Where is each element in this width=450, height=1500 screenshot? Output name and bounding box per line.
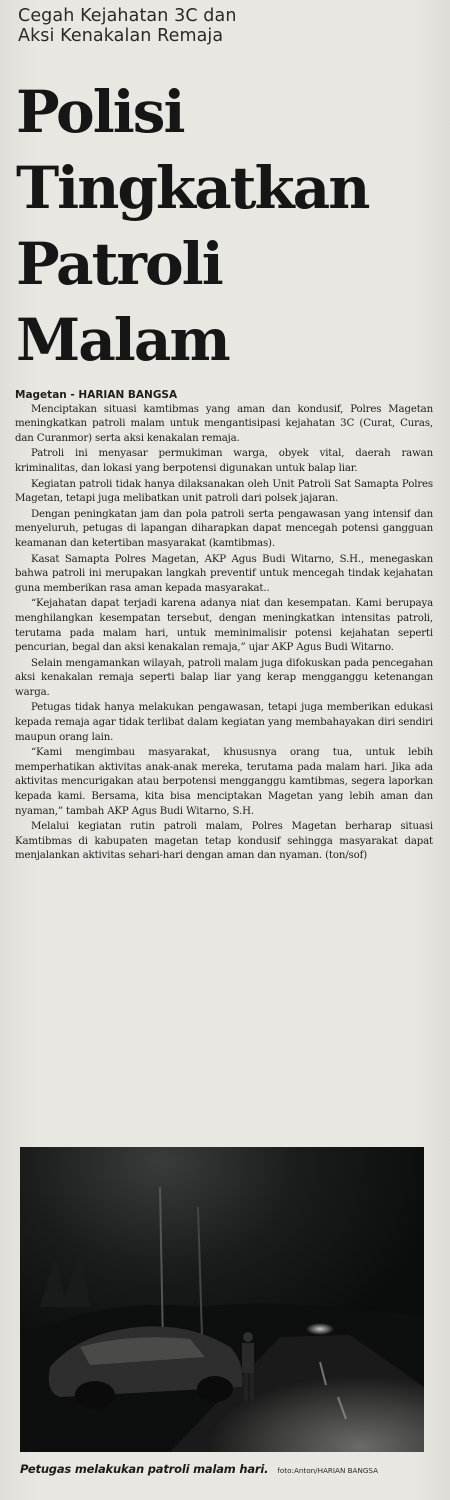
kicker-line-1: Cegah Kejahatan 3C dan: [18, 6, 237, 26]
paragraph: “Kami mengimbau masyarakat, khususnya orang tua, untuk lebih memperhatikan aktivitas anak-anak mereka, terutama pada malam hari. Jika ada aktivitas mencurigakan atau berpotensi mengganggu kamtibmas, segera laporkan kepada kami. Bersama, kita bisa menciptakan Magetan yang lebih aman dan nyaman,” tambah AKP Agus Budi Witarno, S.H.: [15, 747, 433, 817]
headline-line-4: Malam: [16, 306, 229, 374]
paragraph: Kegiatan patroli tidak hanya dilaksanakan oleh Unit Patroli Sat Samapta Polres Magetan, tetapi juga melibatkan unit patroli dari polsek jajaran.: [15, 478, 433, 505]
dateline: Magetan - HARIAN BANGSA: [15, 389, 178, 401]
night-patrol-photo-image: [20, 1147, 424, 1452]
photo-credit: foto:Anton/HARIAN BANGSA: [277, 1466, 379, 1475]
paragraph: Kasat Samapta Polres Magetan, AKP Agus Budi Witarno, S.H., menegaskan bahwa patroli ini merupakan langkah preventif untuk mencegah tindak kejahatan guna memberikan rasa aman kepada masyarakat..: [15, 553, 433, 594]
article-body: [15, 388, 433, 865]
paragraph: “Kejahatan dapat terjadi karena adanya niat dan kesempatan. Kami berupaya menghilangkan kesempatan tersebut, dengan meningkatkan intensitas patroli, terutama pada malam hari, untuk meminimalisir potensi kejahatan seperti pencurian, begal dan aksi kenakalan remaja,” ujar AKP Agus Budi Witarno.: [15, 598, 433, 654]
photo-caption: [20, 1458, 440, 1477]
headline-line-2: Tingkatkan: [16, 154, 369, 222]
headline-line-1: Polisi: [16, 78, 184, 146]
paragraph: Menciptakan situasi kamtibmas yang aman dan kondusif, Polres Magetan meningkatkan patroli malam untuk mengantisipasi kejahatan 3C (Curat, Curas, dan Curanmor) serta aksi kenakalan remaja.: [15, 403, 433, 444]
night-patrol-photo: [20, 1147, 424, 1452]
kicker-line-2: Aksi Kenakalan Remaja: [18, 26, 224, 46]
paragraph: Melalui kegiatan rutin patroli malam, Polres Magetan berharap situasi Kamtibmas di kabupaten magetan tetap kondusif sehingga masyarakat dapat menjalankan aktivitas sehari-hari dengan aman dan nyaman. (ton/sof): [15, 821, 433, 862]
headline-line-3: Patroli: [16, 230, 222, 298]
paragraph: Selain mengamankan wilayah, patroli malam juga difokuskan pada pencegahan aksi kenakalan remaja seperti balap liar yang kerap mengganggu ketenangan warga.: [15, 657, 433, 698]
caption-text: Petugas melakukan patroli malam hari.: [20, 1462, 269, 1476]
paragraph: Dengan peningkatan jam dan pola patroli serta pengawasan yang intensif dan menyeluruh, petugas di lapangan diharapkan dapat mencegah potensi gangguan keamanan dan ketertiban masyarakat (kamtibmas).: [15, 508, 433, 549]
paragraph: Petugas tidak hanya melakukan pengawasan, tetapi juga memberikan edukasi kepada remaja agar tidak terlibat dalam kegiatan yang membahayakan diri sendiri maupun orang lain.: [15, 702, 433, 743]
kicker: [18, 6, 438, 46]
paragraph: Patroli ini menyasar permukiman warga, obyek vital, daerah rawan kriminalitas, dan lokasi yang berpotensi digunakan untuk balap liar.: [15, 448, 433, 474]
headline: [16, 74, 446, 378]
